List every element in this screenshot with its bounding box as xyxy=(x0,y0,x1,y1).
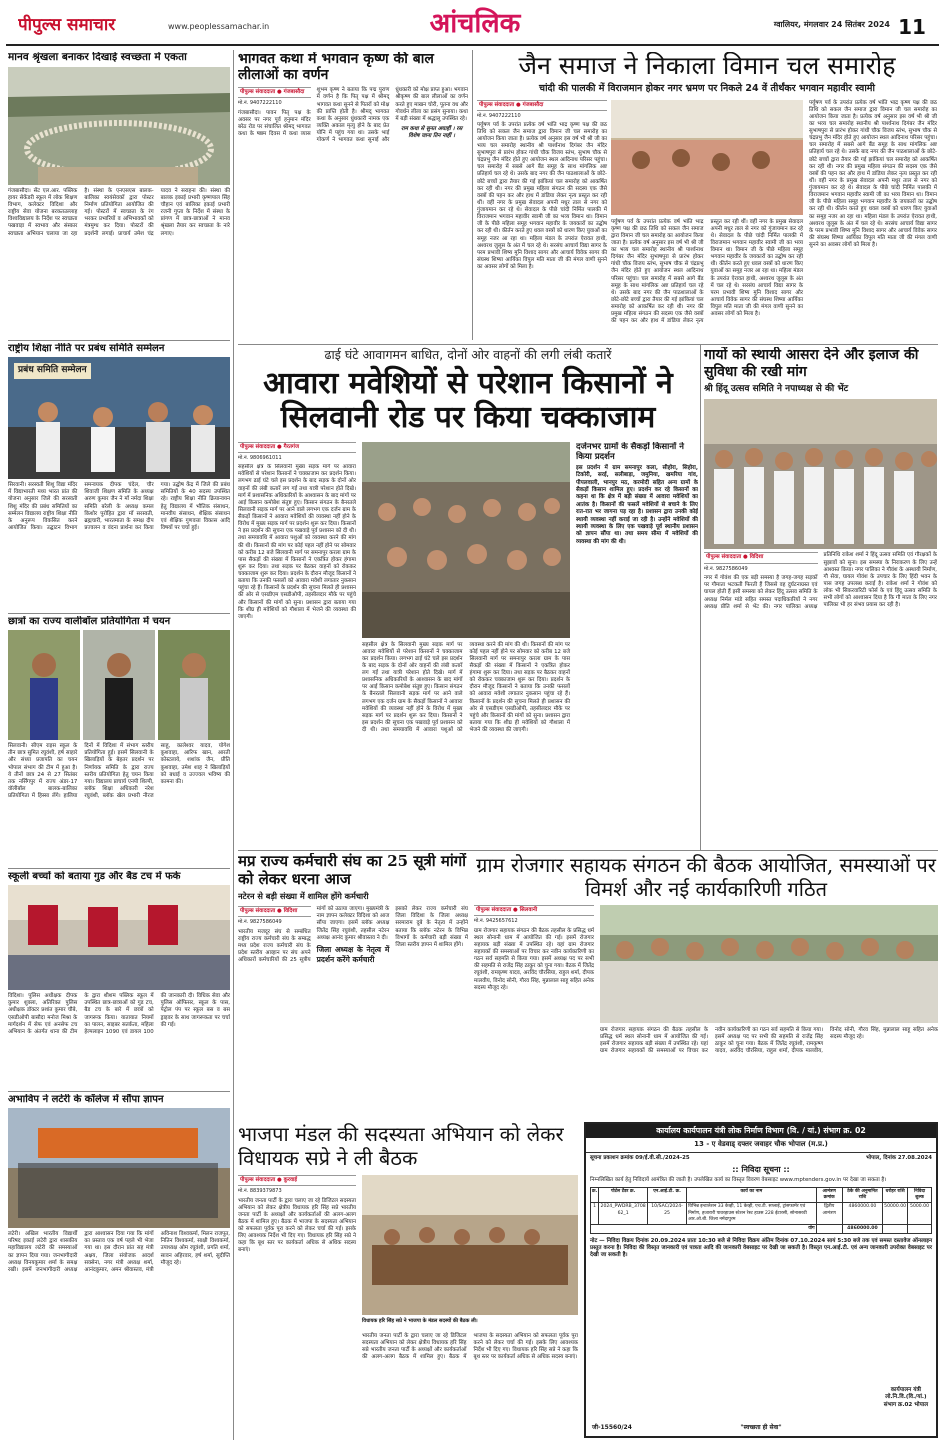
headline: गायों को स्थायी आसरा देने और इलाज की सुविधा की रखी मांग xyxy=(704,347,919,380)
headline: अभाविप ने लटेरी के कॉलेज में सौंपा ज्ञापन xyxy=(8,1094,164,1105)
article-body: नगर में गोवंश की एक बड़ी समस्या है जगह-जगह सड़कों पर गौमाता भटकती फिरती हैं जिससे वह दुर्घटनाग्रस्त एवं घायल होती हैं इसी समस्या को लेकर हिंदू उत्सव समिति के अध्यक्ष निर्मल मांडे सहित समस्त पदाधिकारियों ने नगर अध्यक्ष प्रीति शर्मा से भेंट की। नगर पालिका अध्यक्ष प्रतिनिधि राकेश शर्मा ने हिंदू उत्सव समिति एवं गौरक्षकों के सुझावों को सुना। इस समस्या के निराकरण के लिए उन्हें आश्वस्त किया। नगर पालिका ने गौवंश के अस्थायी निर्माण, गौ सेवा, घायल गोवंश के उपचार के लिए हिंदी भवन के पास जगह उपलब्ध कराई है। राकेश शर्मा ने गोवंश को लोक भी सिकरवारिटी फोर्स के एवं हिंदू उत्सव समिति के सभी लोगों को आश्वासन दिया है कि गौ माता के लिए नगर पालिका भी हर संभव प्रयास कर रही है। xyxy=(704,552,937,610)
article-body-2: ग्राम रोजगार सहायक संगठन की बैठक तहसील के प्रसिद्ध धर्म स्थल सोनानी धाम में आयोजित की गई। इसमें रोजगार सहायक बड़ी संख्या में उपस्थित रहे। यहां ग्राम रोजगार सहायकों की समस्याओं पर विचार कर नवीन कार्यकारिणी का गठन सर्व सहमति से किया गया। इसमें अध्यक्ष पद पर सभी की सहमति से राजेंद्र सिंह ठाकुर को चुना गया। बैठक में जितेंद्र रघुवंशी, रामकृष्ण यादव, अरविंद चौरसिया, राहुल शर्मा, दीपक मालवीय, विनोद सोनी, गौरव सिंह, मुन्नालाल साहू सहित अनेक सदस्य मौजूद रहे। xyxy=(600,1027,938,1055)
table-cell xyxy=(908,1224,932,1233)
mobile-number: मो.नं. 8839379873 xyxy=(238,1187,282,1194)
article-body-2: पर्युषण पर्व के उपरांत प्रत्येक वर्ष भांति भाद्र कृष्ण पक्ष की छठ तिथि को सकल जैन समाज द्वारा विमान जी चल समारोह का आयोजन किया जाता है। प्रत्येक वर्ष अनुसार इस वर्ष भी श्री जी का भव्य चल समारोह स्थानीय श्री पार्श्वनाथ दिगंबर जैन मंदिर सुभाषपुरा से प्रारंभ होकर गांधी चौक विजय स्तंभ, सुभाष चौक से चंद्रप्रभु जैन मंदिर होते हुए आयोजन स्थल आदिनाथ परिसर पहुंचा। चल समारोह में सबसे आगे बैंड समूह के साथ मांगलिक अष्ट प्रतिहार्य चल रहे थे। उसके बाद नगर की जैन पाठशालाओं के छोटे-छोटे बच्चों द्वारा तैयार की गई झांकियां चल समारोह को आकर्षित कर रही थी। नगर की प्रमुख महिला संगठन की सदस्य एक जैसे वस्त्रों की पहन कर और हाथ में डांडिया लेकर नृत्य प्रस्तुत कर रही थीं। वहीं नगर के प्रमुख सेवादल अपनी मधुर ताल से नगर को गुंजायमान कर रहे थे। सेवादल के पीछे चांदी निर्मित पालकी में विराजमान भगवान महावीर स्वामी जी का भव्य विमान था। विमान जी के पीछे महिला समूह भगवान महावीर के जयकारों का उद्घोष कर रही थी। कीर्तन करते हुए धवल वस्त्रों को धारण किए युवाओं का समूह नजर आ रहा था। महिला मंडल के उपरांत ऐरावत हाथी, अश्वरथ जुलूस के अंत में चल रहे थे। सरसंघ आचार्य विद्या सागर के परम प्रभावी शिष्य मुनि विशाद सागर और आचार्य विवेक सागर की संघस्थ शिष्या आर्यिका विपुल मति माता जी की मंगल वाणी सुनने का अवसर लोगों को मिला है। xyxy=(611,218,803,325)
table-header-cell: धरोहर राशि xyxy=(883,1188,908,1203)
photo-human-chain xyxy=(8,67,230,185)
article-body-2: इसको लेकर राज्य कर्मचारी संघ जिला विदिशा के जिला अध्यक्ष सरमाराम दुबे के नेतृत्व में उन्होंने बताया कि ब्लॉक नटेरन के विभिन्न विभागों के कर्मचारी बड़ी संख्या में जिला स्तरीय ज्ञापन में शामिल होंगे। xyxy=(395,906,468,948)
article-body: भारतीय जनता पार्टी के द्वारा चलाए जा रहे डिजिटल सदस्यता अभियान को लेकर क्षेत्रीय विधायक हरि सिंह सप्रे भारतीय जनता पार्टी के अध्यक्षों और कार्यकर्ताओं की अलग-अलग बैठक में शामिल हुए। बैठक में भाजपा के सदस्यता अभियान को सफलता पूर्वक पूरा करने को लेकर चर्चा की गई। इसके लिए आवश्यक निर्देश भी दिए गए। विधायक हरि सिंह सप्रे ने कहा कि बूथ स्तर पर कार्यकर्ता अधिक से अधिक सदस्य बनाएं। xyxy=(238,1197,356,1254)
table-header-cell: कार्य का नाम xyxy=(687,1188,817,1203)
notice-title: :: निविदा सूचना :: xyxy=(732,1164,790,1174)
headline: राष्ट्रीय शिक्षा नीति पर प्रबंध समिति सम्मेलन xyxy=(8,343,165,354)
table-cell: 10/SAC/2024-25 xyxy=(647,1203,686,1224)
photo-caption: विधायक हरि सिंह सप्रे ने भाजपा के मंडल सदस्यों की बैठक ली। xyxy=(362,1317,478,1324)
photo-bjp-meeting xyxy=(362,1175,578,1315)
photo-sahayak-group xyxy=(600,905,938,1023)
mobile-number: मो.नं. 9407222110 xyxy=(238,100,282,107)
signature-dept: लो.नि.वि.(वि./यां.) xyxy=(885,1394,927,1401)
byline: पीपुल्स संवाददाता ● सिलवानी xyxy=(474,905,594,916)
table-cell xyxy=(816,1224,842,1233)
table-header-cell: पोर्टल टेंडर क्र. xyxy=(599,1188,648,1203)
byline: पीपुल्स संवाददाता ● गंजबासौदा xyxy=(477,100,607,111)
article-volleyball xyxy=(8,616,230,868)
box-body: इस प्रदर्शन में ग्राम समनापुर कला, सीहोरा, सिहोरा, टिकोरी, सरई, सलीबाड़ा, जमुनिया, खमरिया गांव, पीपलवाली, भानपुर मठ, करमोदी सहित अन्य ग्रामों के सैकड़ों किसान शामिल हुए। प्रदर्शन कर रहे किसानों का कहना था कि क्षेत्र में बड़ी संख्या में आवारा मवेशियों का आतंक है। किसानों की फसलें मवेशियों से बचाने के लिए रात-रात भर जागना पड़ रहा है। प्रशासन द्वारा उनकी कोई स्थायी व्यवस्था नहीं कराई जा रही है। उन्होंने मवेशियों की स्थायी व्यवस्था के लिए एक पखवाड़े पूर्व स्थानीय प्रशासन को ज्ञापन सौंपा था। तथा समय सीमा में मवेशियों की व्यवस्था की मांग की थी। xyxy=(576,464,698,545)
article-chakkajam xyxy=(238,347,698,847)
byline: पीपुल्स संवाददाता ● गैरतगंज xyxy=(238,442,356,453)
banner-text: प्रबंध समिति सम्मेलन xyxy=(14,363,91,379)
headline: ग्राम रोजगार सहायक संगठन की बैठक आयोजित, समस्याओं पर विमर्श और नई कार्यकारिणी गठित xyxy=(476,853,936,901)
subhead: जिला अध्यक्ष के नेतृत्व में प्रदर्शन करेंगे कर्मचारी xyxy=(316,944,390,964)
signature-title: कार्यपालन यंत्री xyxy=(890,1386,922,1393)
table-header-cell: एन.आई.टी. क्र. xyxy=(647,1188,686,1203)
tender-advertisement xyxy=(584,1122,938,1438)
page-number: 11 xyxy=(898,15,926,38)
photo-school-children xyxy=(8,885,230,990)
article-body-3: पर्युषण पर्व के उपरांत प्रत्येक वर्ष भांति भाद्र कृष्ण पक्ष की छठ तिथि को सकल जैन समाज द्वारा विमान जी चल समारोह का आयोजन किया जाता है। प्रत्येक वर्ष अनुसार इस वर्ष भी श्री जी का भव्य चल समारोह स्थानीय श्री पार्श्वनाथ दिगंबर जैन मंदिर सुभाषपुरा से प्रारंभ होकर गांधी चौक विजय स्तंभ, सुभाष चौक से चंद्रप्रभु जैन मंदिर होते हुए आयोजन स्थल आदिनाथ परिसर पहुंचा। चल समारोह में सबसे आगे बैंड समूह के साथ मांगलिक अष्ट प्रतिहार्य चल रहे थे। उसके बाद नगर की जैन पाठशालाओं के छोटे-छोटे बच्चों द्वारा तैयार की गई झांकियां चल समारोह को आकर्षित कर रही थी। नगर की प्रमुख महिला संगठन की सदस्य एक जैसे वस्त्रों की पहन कर और हाथ में डांडिया लेकर नृत्य प्रस्तुत कर रही थीं। वहीं नगर के प्रमुख सेवादल अपनी मधुर ताल से नगर को गुंजायमान कर रहे थे। सेवादल के पीछे चांदी निर्मित पालकी में विराजमान भगवान महावीर स्वामी जी का भव्य विमान था। विमान जी के पीछे महिला समूह भगवान महावीर के जयकारों का उद्घोष कर रही थी। कीर्तन करते हुए धवल वस्त्रों को धारण किए युवाओं का समूह नजर आ रहा था। महिला मंडल के उपरांत ऐरावत हाथी, अश्वरथ जुलूस के अंत में चल रहे थे। सरसंघ आचार्य विद्या सागर के परम प्रभावी शिष्य मुनि विशाद सागर और आचार्य विवेक सागर की संघस्थ शिष्या आर्यिका विपुल मति माता जी की मंगल वाणी सुनने का अवसर लोगों को मिला है। xyxy=(809,99,937,249)
table-cell: 2024_PWDRB_370862_1 xyxy=(599,1203,648,1224)
article-swachhta xyxy=(8,52,230,340)
headline: छात्रों का राज्य वालीबॉल प्रतियोगिता में चयन xyxy=(8,616,171,627)
byline: पीपुल्स संवाददाता ● कुरवाई xyxy=(238,1175,356,1186)
headline: स्कूली बच्चों को बताया गुड और बैड टच में फर्क xyxy=(8,871,181,882)
signature-block xyxy=(884,1387,928,1410)
column-rule xyxy=(700,345,701,850)
table-total-row xyxy=(591,1224,932,1233)
box-headline: दर्जनभर ग्रामों के सैकड़ों किसानों ने किया प्रदर्शन xyxy=(576,441,684,462)
mobile-number: मो.नं. 9806961011 xyxy=(238,454,282,461)
deck: चांदी की पालकी में विराजमान होकर नगर भ्रमण पर निकले 24 वें तीर्थंकर भगवान महावीर स्वामी xyxy=(539,83,875,94)
article-cow-shelter xyxy=(704,347,937,847)
section-title: आंचलिक xyxy=(429,8,521,39)
ad-title: कार्यालय कार्यपालन यंत्री लोक निर्माण विभाग (वि. / यां.) संभाग क्र. 02 xyxy=(586,1124,936,1138)
sidebar-box xyxy=(576,442,698,820)
masthead-rule xyxy=(6,44,939,46)
article-body: सहसील क्षेत्र के सिलवानी मुख्य सड़क मार्ग पर आवारा मवेशियों से परेशान किसानों ने चक्काजाम कर प्रदर्शन किया। लगभग ढाई घंटे चले इस प्रदर्शन के बाद सड़क के दोनों ओर वाहनों की लंबी कतारें लग गईं तथा यात्री परेशान होते दिखे। मार्ग में प्रशासनिक अधिकारियों के आश्वासन के बाद मांगों पर आई किसान कमोबेश संतुष्ट हुए। किसान संगठन के बैनरतले सिलवानी सड़क मार्ग पर आने वाले लगभग एक दर्जन ग्राम के सैकड़ों किसानों ने आवारा मवेशियों की व्यवस्था नहीं होने के विरोध में मुख्य सड़क मार्ग पर प्रदर्शन शुरू कर दिया। किसानों ने इस प्रदर्शन की सूचना एक पखवाड़े पूर्व प्रशासन को दी थी। तथा समयावधि में आवारा पशुओं को व्यवस्था करने की मांग की थी। किसानों की मांग पर कोई पहल नहीं होने पर सोमवार को करीब 12 बजे सिलवानी मार्ग पर समनापुर करला ग्राम के पास सैकड़ों की संख्या में किसानों ने एकत्रित होकर हंगामा शुरू कर दिया। तथा सड़क पर बैठकर वाहनों को रोककर चक्काजाम शुरू कर दिया। प्रदर्शन के दौरान मौजूद किसानों ने बताया कि उनकी फसलों को आवारा मवेशी लगातार नुकसान पहुंचा रहे हैं। किसानों के प्रदर्शन की सूचना मिलते ही प्रशासन की ओर से एसडीएम एसडीओपी, तहसीलदार मौके पर पहुंचे और किसानों की मांगों को सुना। प्रशासन द्वारा बताया गया कि शीघ्र ही मवेशियों को गौशाला में भेजने की व्यवस्था की जाएगी। xyxy=(238,464,356,620)
article-body: गंजबासौदा। पावन पितृ पक्ष के अवसर पर नगर पूर्व हनुमान मंदिर बरेठ रोड पर संचालित श्रीमद् भागवत कथा के षष्ठम दिवस में कथा व्यास शुभम कृष्ण ने बताया कि पद्म पुराण में वर्णन है कि पितृ पक्ष में श्रीमद् भागवत कथा सुनने से पितरों को मोक्ष की प्राप्ति होती है। श्रीमद् भागवत कथा के अनुसार धुंधकारी नामक एक व्यक्ति अकाल मृत्यु होने के बाद प्रेत योनि में पहुंच गया था। उसके भाई गोकर्ण ने भागवत कथा सुनाई और धुंधकारी को मोक्ष प्राप्त हुआ। भगवान श्रीकृष्ण की बाल लीलाओं का वर्णन करते हुए माखन चोरी, पूतना वध और गोवर्धन लीला का प्रसंग सुनाया। कथा में बड़ी संख्या में श्रद्धालु उपस्थित रहे। xyxy=(238,87,468,144)
tender-table xyxy=(590,1187,932,1233)
ad-address: 13 - ए वेडवाड्‌ दफ्तर जवाहर चौक भोपाल (म.प्र.) xyxy=(586,1138,936,1152)
column-rule xyxy=(233,50,234,1440)
table-header-cell: निविदा शुल्क xyxy=(908,1188,932,1203)
article-bhagwat-katha xyxy=(238,52,468,342)
article-body-1: पर्युषण पर्व के उपरांत प्रत्येक वर्ष भांति भाद्र कृष्ण पक्ष की छठ तिथि को सकल जैन समाज द्वारा विमान जी चल समारोह का आयोजन किया जाता है। प्रत्येक वर्ष अनुसार इस वर्ष भी श्री जी का भव्य चल समारोह स्थानीय श्री पार्श्वनाथ दिगंबर जैन मंदिर सुभाषपुरा से प्रारंभ होकर गांधी चौक विजय स्तंभ, सुभाष चौक से चंद्रप्रभु जैन मंदिर होते हुए आयोजन स्थल आदिनाथ परिसर पहुंचा। चल समारोह में सबसे आगे बैंड समूह के साथ मांगलिक अष्ट प्रतिहार्य चल रहे थे। उसके बाद नगर की जैन पाठशालाओं के छोटे-छोटे बच्चों द्वारा तैयार की गई झांकियां चल समारोह को आकर्षित कर रही थी। नगर की प्रमुख महिला संगठन की सदस्य एक जैसे वस्त्रों की पहन कर और हाथ में डांडिया लेकर नृत्य प्रस्तुत कर रही थीं। वहीं नगर के प्रमुख सेवादल अपनी मधुर ताल से नगर को गुंजायमान कर रहे थे। सेवादल के पीछे चांदी निर्मित पालकी में विराजमान भगवान महावीर स्वामी जी का भव्य विमान था। विमान जी के पीछे महिला समूह भगवान महावीर के जयकारों का उद्घोष कर रही थी। कीर्तन करते हुए धवल वस्त्रों को धारण किए युवाओं का समूह नजर आ रहा था। महिला मंडल के उपरांत ऐरावत हाथी, अश्वरथ जुलूस के अंत में चल रहे थे। सरसंघ आचार्य विद्या सागर के परम प्रभावी शिष्य मुनि विशाद सागर और आचार्य विवेक सागर की संघस्थ शिष्या आर्यिका विपुल मति माता जी की मंगल वाणी सुनने का अवसर लोगों को मिला है। xyxy=(477,121,607,271)
table-row xyxy=(591,1203,932,1224)
photo-procession xyxy=(611,100,803,215)
mobile-number: मो.नं. 9827586049 xyxy=(238,919,282,926)
website-url[interactable]: www.peoplessamachar.in xyxy=(168,22,270,31)
article-rojgar-sahayak xyxy=(474,853,938,1118)
divider xyxy=(8,340,230,341)
ad-note: नोट — निविदा विक्रय दिनांक 20.09.2024 प्रातः 10:30 बजे से निविदा विक्रय अंतिम दिनांक 07.10.2024 सायं 5:30 बजे तक एवं समस्त दस्तावेज ऑनलाइन प्रस्तुत करना है। निविदा की विस्तृत जानकारी एवं पात्रता आदि की जानकारी वेबसाइट पर देखी जा सकती है। विस्तृत एन.आई.टी. एवं अन्य जानकारी उपरोक्त वेबसाइट पर देखी जा सकती है। xyxy=(590,1237,932,1259)
mobile-number: मो.नं. 9407222110 xyxy=(477,112,521,119)
table-cell xyxy=(883,1224,908,1233)
mobile-number: मो.नं. 9425657612 xyxy=(474,918,518,925)
photo-sammelan xyxy=(8,357,230,479)
article-good-bad-touch xyxy=(8,871,230,1091)
deck: नटेरन से बड़ी संख्या में शामिल होंगे कर्मचारी xyxy=(238,891,369,902)
article-body-2: भारतीय जनता पार्टी के द्वारा चलाए जा रहे डिजिटल सदस्यता अभियान को लेकर क्षेत्रीय विधायक हरि सिंह सप्रे भारतीय जनता पार्टी के अध्यक्षों और कार्यकर्ताओं की अलग-अलग बैठक में शामिल हुए। बैठक में भाजपा के सदस्यता अभियान को सफलता पूर्वक पूरा करने को लेकर चर्चा की गई। इसके लिए आवश्यक निर्देश भी दिए गए। विधायक हरि सिंह सप्रे ने कहा कि बूथ स्तर पर कार्यकर्ता अधिक से अधिक सदस्य बनाएं। xyxy=(362,1332,578,1361)
article-body: गंजबासौदा। सेंट एल.आर. पब्लिक हायर सेकेंडरी स्कूल में लोक शिक्षण विभाग, कलेक्टर विदिशा और राष्ट्रीय सेवा योजना बरकतउल्लाह विश्वविद्यालय के निर्देश पर स्वच्छता पखवाड़ा में स्वभाव और संस्कार स्वच्छता अभियान चलाया जा रहा है। संस्था के एनएसएस बालक-बालिका स्वयंसेवकों द्वारा पोस्टर निर्माण प्रतियोगिता आयोजित की गई। पोस्टरों में स्वच्छता के रंग भरकर प्रभारियों व अभिभावकों को मंत्रमुग्ध कर दिया। पोस्टरों की प्रदर्शनी लगाई। प्राचार्य उमेश चंद्र यादव ने सराहना की। संस्था की बालक इकाई प्रभारी कृष्णपाल सिंह चौहान एवं बालिका इकाई प्रभारी रजनी गुप्ता के निर्देश में संस्था के प्रांगण में छात्र-छात्राओं ने मानव श्रृंखला तैयार कर स्वच्छता के नारे लगाए। xyxy=(8,187,230,237)
table-cell: 50000.00 xyxy=(883,1203,908,1224)
article-abvp-memo xyxy=(8,1094,230,1439)
column-rule xyxy=(472,50,473,340)
article-bjp-meeting xyxy=(238,1122,578,1440)
dateline: ग्वालियर, मंगलवार 24 सितंबर 2024 xyxy=(773,20,890,29)
deck: श्री हिंदू उत्सव समिति ने नपाध्यक्ष से की भेंट xyxy=(704,383,849,394)
article-body: भारतीय मजदूर संघ से सम्बंधित राष्ट्रीय राज्य कर्मचारी संघ के सम्बद्ध मध्य प्रदेश राज्य कर्मचारी संघ के प्रदेश स्तरीय आव्हान पर संघ अपने अधिकारों कर्मचारियों की 25 सूत्रीय मांगों को उठाया जाएगा। मुख्यमंत्री के नाम ज्ञापन कलेक्टर विदिशा को आज सौंपा जाएगा। इसमें ब्लॉक अध्यक्ष जितेंद्र सिंह रघुवंशी, तहसील नटेरन अध्यक्ष आनंद कुमार श्रीवास्तव ने दी। xyxy=(238,906,390,964)
table-header-row xyxy=(591,1188,932,1203)
ad-intro: निम्नलिखित कार्य हेतु निविदायें आमंत्रित की जाती है। उपलेखित कार्य का विस्तृत विवरण वेबसाइट www.mptenders.gov.in पर देखा जा सकता है। xyxy=(590,1177,887,1184)
table-header-cell: आमंत्रण क्रमांक xyxy=(816,1188,842,1203)
byline: पीपुल्स संवाददाता ● गंजबासौदा xyxy=(238,87,311,98)
headline: मप्र राज्य कर्मचारी संघ का 25 सूत्री मांगों को लेकर धरना आज xyxy=(238,853,467,888)
divider xyxy=(238,850,938,851)
table-cell: 5000.00 xyxy=(908,1203,932,1224)
mobile-number: मो.नं. 9827586049 xyxy=(704,565,748,572)
divider xyxy=(8,613,230,614)
headline: जैन समाज ने निकाला विमान चल समारोह xyxy=(518,52,896,80)
article-body: सिलवानी। सीएम राइस स्कूल के तीन छात्र सुमित रघुवंशी, हर्ष साहारे और संध्या प्रजापति का चयन भोपाल संभाग की टीम में हुआ है। ये तीनों छात्र 24 से 27 सितंबर तक नर्सिंगपुर में राज्य अंडर-17 वॉलीबॉल बालक-बालिका प्रतियोगिता में हिस्सा लेंगे। हालिया दिनों में विदिशा में संभाग स्तरीय प्रतियोगिता हुई। इसमें सिलवानी के खिलाड़ियों के बेहतर प्रदर्शन पर निर्णायक समिति के द्वारा राज्य स्तरीय प्रतियोगिता हेतु चयन किया गया। विद्यालय प्राचार्य एनपी शिल्पी, ब्लॉक शिक्षा अधिकारी नरेश रघुवंशी, ब्लॉक खेल प्रभारी नीरज साहू, कालेश्वर यादव, योगेश कुशवाहा, आरिफ खान, आरती कोस्टलाये, शशांक जैन, प्रीति कुशवाहा, उमेश शाह ने खिलाड़ियों को बधाई व उज्ज्वल भविष्य की कामना की। xyxy=(8,743,230,800)
article-body: लटेरी। अखिल भारतीय विद्यार्थी परिषद इकाई लटेरी द्वारा शासकीय महाविद्यालय लटेरी की समस्याओं का ज्ञापन दिया गया। जनभागीदारी अध्यक्ष विनयकुमार शर्मा के समक्ष रखी। इसमें जनभागीदारी अध्यक्ष द्वारा आश्वासन दिया गया कि मांगों का प्रस्ताव एक वर्ष पहले भी भेजा गया था। इस दौरान प्रांत सह मंत्री अक्षय, जिला संयोजक आदर्श सक्सेना, नगर मंत्री अध्यक्ष शर्मा, आनंदकुमार, अमन श्रीवास्तव, मंत्री अविनाश विश्वकर्मा, मिलन राजपूत, नितिन विश्वकर्मा, साक्षी विश्वकर्मा, उपाध्यक्ष ओम रघुवंशी, प्रगति शर्मा, सावन अहिरवार, हर्ष शर्मा, सुदीप्ति मौजूद रहे। xyxy=(8,1231,230,1273)
headline: आवारा मवेशियों से परेशान किसानों ने सिलवानी रोड पर किया चक्काजाम xyxy=(263,365,673,435)
divider xyxy=(238,344,938,345)
table-cell: 1 xyxy=(591,1203,599,1224)
total-value: 4860000.00 xyxy=(842,1224,882,1233)
table-cell: 4860000.00 xyxy=(842,1203,882,1224)
headline: भागवत कथा में भगवान कृष्ण की बाल लीलाओं का वर्णन xyxy=(238,52,434,83)
signature-div: संभाग क्र.02 भोपाल xyxy=(883,1402,928,1409)
article-body: विदिशा। पुलिस अधीक्षक दीपक कुमार शुक्ला, अतिरिक्त पुलिस अधीक्षक डॉक्टर प्रशांत कुमार चौबे, एसडीओपी बासौदा मनोज मिश्रा के मार्गदर्शन में सेफ एवं अनसेफ टच अभियान के अंतर्गत थाना की टीम के द्वारा शीशम पब्लिक स्कूल में उपस्थित छात्र-छात्राओं को गुड टच, बैड टच के बारे में छात्रों को जागरूक किया। यातायात नियमों का पालन, साइबर सतर्कता, महिला हेल्पलाइन 1090 एवं डायल 100 की जानकारी दी। विधिक सेवा और पुलिस ऑफिसर, स्कूल के पास, पेट्रोल पंप पर स्कूल बस व बस ड्राइवर के साथ जागरूकता पर चर्चा की गई। xyxy=(8,993,230,1035)
kicker: ढाई घंटे आवागमन बाधित, दोनों ओर वाहनों की लगी लंबी कतारें xyxy=(324,347,612,362)
quote: राम कथा से सुनत अघाहीं । रस विशेष जाना तिन नाहीं । xyxy=(401,125,463,140)
article-education-policy xyxy=(8,343,230,613)
newspaper-logo: पीपुल्स समाचार xyxy=(18,15,116,35)
byline: पीपुल्स संवाददाता ● विदिशा xyxy=(704,552,818,563)
photo-players xyxy=(8,630,230,740)
photo-samiti-meeting xyxy=(704,399,937,549)
divider xyxy=(8,1091,230,1092)
ad-slogan: "स्वच्छता ही सेवा" xyxy=(740,1424,782,1432)
table-header-cell: ठेके की अनुमानित राशि xyxy=(842,1188,882,1203)
headline: मानव श्रृंखला बनाकर दिखाई स्वच्छता में एकता xyxy=(8,52,187,63)
byline: पीपुल्स संवाददाता ● विदिशा xyxy=(238,906,311,917)
table-header-cell: क्र. xyxy=(591,1188,599,1203)
headline: भाजपा मंडल की सदस्यता अभियान को लेकर विधायक सप्रे ने ली बैठक xyxy=(238,1122,564,1171)
article-body: ग्राम रोजगार सहायक संगठन की बैठक तहसील के प्रसिद्ध धर्म स्थल सोनानी धाम में आयोजित की गई। इसमें रोजगार सहायक बड़ी संख्या में उपस्थित रहे। यहां ग्राम रोजगार सहायकों की समस्याओं पर विचार कर नवीन कार्यकारिणी का गठन सर्व सहमति से किया गया। इसमें अध्यक्ष पद पर सभी की सहमति से राजेंद्र सिंह ठाकुर को चुना गया। बैठक में जितेंद्र रघुवंशी, रामकृष्ण यादव, अरविंद चौरसिया, राहुल शर्मा, दीपक मालवीय, विनोद सोनी, गौरव सिंह, मुन्नालाल साहू सहित अनेक सदस्य मौजूद रहे। xyxy=(474,927,594,991)
article-body-2: सहसील क्षेत्र के सिलवानी मुख्य सड़क मार्ग पर आवारा मवेशियों से परेशान किसानों ने चक्काजाम कर प्रदर्शन किया। लगभग ढाई घंटे चले इस प्रदर्शन के बाद सड़क के दोनों ओर वाहनों की लंबी कतारें लग गईं तथा यात्री परेशान होते दिखे। मार्ग में प्रशासनिक अधिकारियों के आश्वासन के बाद मांगों पर आई किसान कमोबेश संतुष्ट हुए। किसान संगठन के बैनरतले सिलवानी सड़क मार्ग पर आने वाले लगभग एक दर्जन ग्राम के सैकड़ों किसानों ने आवारा मवेशियों की व्यवस्था नहीं होने के विरोध में मुख्य सड़क मार्ग पर प्रदर्शन शुरू कर दिया। किसानों ने इस प्रदर्शन की सूचना एक पखवाड़े पूर्व प्रशासन को दी थी। तथा समयावधि में आवारा पशुओं को व्यवस्था करने की मांग की थी। किसानों की मांग पर कोई पहल नहीं होने पर सोमवार को करीब 12 बजे सिलवानी मार्ग पर समनापुर करला ग्राम के पास सैकड़ों की संख्या में किसानों ने एकत्रित होकर हंगामा शुरू कर दिया। तथा सड़क पर बैठकर वाहनों को रोककर चक्काजाम शुरू कर दिया। प्रदर्शन के दौरान मौजूद किसानों ने बताया कि उनकी फसलों को आवारा मवेशी लगातार नुकसान पहुंचा रहे हैं। किसानों के प्रदर्शन की सूचना मिलते ही प्रशासन की ओर से एसडीएम एसडीओपी, तहसीलदार मौके पर पहुंचे और किसानों की मांगों को सुना। प्रशासन द्वारा बताया गया कि शीघ्र ही मवेशियों को गौशाला में भेजने की व्यवस्था की जाएगी। xyxy=(362,641,570,733)
table-cell: द्वितीय आमंत्रण xyxy=(816,1203,842,1224)
total-label: योग xyxy=(591,1224,817,1233)
table-cell: विभिन्न इन्टालेशन 33 केव्ही, 11 केव्ही, एच.टी. सप्लाई, ट्रांसफार्मर एवं निर्माण, हजारारी पावरहाउस स्टेशन रेस्ट हाउस 228 ईटारसी, सोनासरवी आर.ओ.बी. जिला नर्मदापुरम xyxy=(687,1203,817,1224)
ad-code: जी-15560/24 xyxy=(592,1424,632,1432)
photo-abvp-group xyxy=(8,1108,230,1228)
article-body: सिरवानी। सरस्वती शिशु विद्या मंदिर में विद्याभारती मध्य भारत प्रांत की योजना अनुसार जिले की सरस्वती शिशु मंदिर की प्रबंध समितियों का सम्मेलन विद्यालय राष्ट्रीय शिक्षा नीति के अनुरूप विकसित करने आयोजित किया। उद्घाटन विभाग समन्वयक दीपक चंदेल, चौर शिवाजी शिक्षण समिति के अध्यक्ष अरुण कुमार जैन ने माँ नर्मदा शिक्षा समिति बरेली के अध्यक्ष कमल किशोर पुरोहित द्वारा माँ सरस्वती, ब्रह्मचारी, भारतमाता के समक्ष दीप प्रज्वलन व वंदना प्रार्थना कर किया गया। उद्घोष केंद्र में जिले की प्रबंध समितियों के 40 सदस्य उपस्थित रहे। राष्ट्रीय शिक्षा नीति क्रियान्वयन हेतु विद्यालय में भौतिक संसाधन, मानवीय संसाधन, शैक्षिक संसाधन एवं शैक्षिक गुणवत्ता विकास आदि विषयों पर चर्चा हुई। xyxy=(8,482,230,531)
divider xyxy=(8,868,230,869)
photo-farmers-protest xyxy=(362,442,570,638)
ad-ref-no: सूचना प्रकाशन क्रमांक 09/ई.वी.सी./2024-25 xyxy=(590,1154,690,1161)
ad-ref-date: भोपाल, दिनांक 27.08.2024 xyxy=(866,1154,932,1161)
article-jain-samaj xyxy=(477,52,937,342)
